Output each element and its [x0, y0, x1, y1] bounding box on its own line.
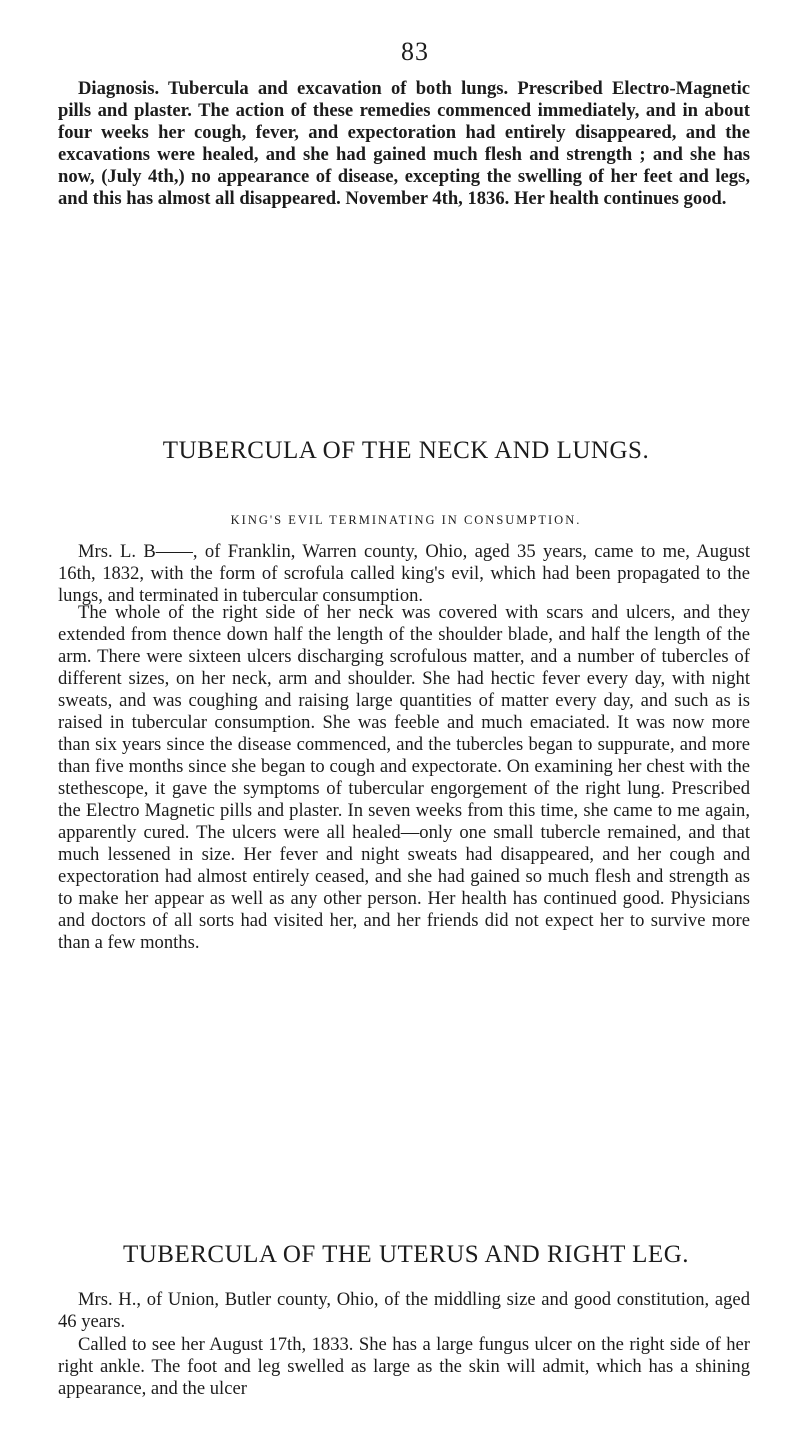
- section-heading-uterus-leg: TUBERCULA OF THE UTERUS AND RIGHT LEG.: [122, 1241, 689, 1268]
- paragraph-case2-intro: Mrs. H., of Union, Butler county, Ohio, of the middling size and good constitution, aged 46 years.: [58, 1289, 750, 1332]
- paragraph-case-details: The whole of the right side of her neck was covered with scars and ulcers, and they extended from thence down half the length of the shoulder blade, and half the length of the arm. There were sixteen ulcers discharging scrofulous matter, and a number of tubercles of different sizes, on her neck, arm and shoulder. She had hectic fever every day, with night sweats, and was coughing and raising large quantities of matter every day, and such as is raised in tubercular consumption. She was feeble and much emaciated. It was now more than six years since the disease commenced, and the tubercles began to suppurate, and more than five months since she began to cough and expectorate. On examining her chest with the stethescope, it gave the symptoms of tubercular engorgement of the right lung. Prescribed the Electro Magnetic pills and plaster. In seven weeks from this time, she came to me again, apparently cured. The ulcers were all healed—only one small tubercle remained, and that much lessened in size. Her fever and night sweats had disappeared, and her cough and expectoration had almost entirely ceased, and she had gained so much flesh and strength as to make her appear as well as any other person. Her health has continued good. Physicians and doctors of all sorts had visited her, and her friends did not expect her to survive more than a few months.: [58, 602, 750, 953]
- section-subheading-kings-evil: KING'S EVIL TERMINATING IN CONSUMPTION.: [230, 513, 582, 527]
- paragraph-case-intro: Mrs. L. B——, of Franklin, Warren county, Ohio, aged 35 years, came to me, August 16th, 1832, with the form of scrofula called king's evil, which had been propagated to the lungs, and terminated in tubercular consumption.: [58, 541, 750, 606]
- section-heading-neck-lungs: TUBERCULA OF THE NECK AND LUNGS.: [162, 437, 650, 464]
- paragraph-diagnosis: Diagnosis. Tubercula and excavation of both lungs. Prescribed Electro-Magnetic pills and plaster. The action of these remedies commenced immediately, and in about four weeks her cough, fever, and expectoration had entirely disappeared, and the excavations were healed, and she had gained much flesh and strength ; and she has now, (July 4th,) no appearance of disease, excepting the swelling of her feet and legs, and this has almost all disappeared. November 4th, 1836. Her health continues good.: [58, 78, 750, 209]
- page-number: 83: [401, 37, 429, 66]
- paragraph-case2-details: Called to see her August 17th, 1833. She has a large fungus ulcer on the right side of her right ankle. The foot and leg swelled as large as the skin will admit, which has a shining appearance, and the ulcer: [58, 1334, 750, 1399]
